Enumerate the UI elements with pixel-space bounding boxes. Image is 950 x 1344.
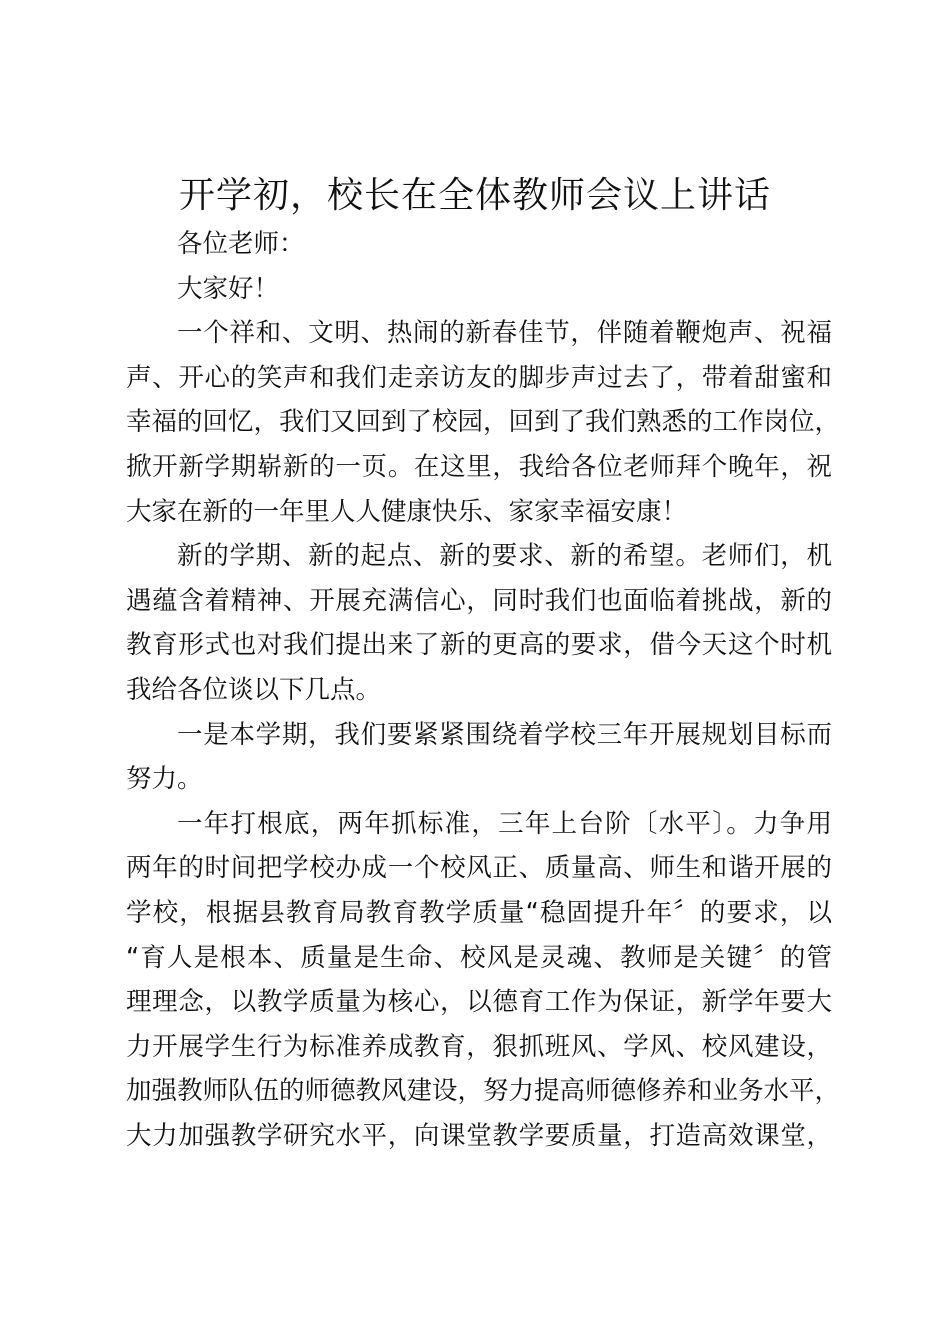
paragraph-line: 遇蕴含着精神、开展充满信心，同时我们也面临着挑战，新的 bbox=[126, 585, 832, 616]
paragraph-line: 新的学期、新的起点、新的要求、新的希望。老师们，机 bbox=[177, 541, 832, 572]
paragraph-line: 大力加强教学研究水平，向课堂教学要质量，打造高效课堂， bbox=[126, 1120, 832, 1151]
paragraph-line: 幸福的回忆，我们又回到了校园，回到了我们熟悉的工作岗位， bbox=[126, 407, 841, 438]
paragraph-line: 努力。 bbox=[126, 764, 203, 795]
paragraph-line: 掀开新学期崭新的一页。在这里，我给各位老师拜个晚年，祝 bbox=[126, 451, 832, 482]
paragraph-line: 一个祥和、文明、热闹的新春佳节，伴随着鞭炮声、祝福 bbox=[177, 318, 832, 349]
paragraph-line: 声、开心的笑声和我们走亲访友的脚步声过去了，带着甜蜜和 bbox=[126, 362, 832, 393]
salutation-line: 各位老师： bbox=[177, 229, 305, 259]
document-body bbox=[126, 222, 841, 1158]
paragraph-line: 加强教师队伍的师德教风建设，努力提高师德修养和业务水平， bbox=[126, 1076, 841, 1107]
paragraph-line: 大家在新的一年里人人健康快乐、家家幸福安康！ bbox=[126, 496, 688, 527]
paragraph-line: 教育形式也对我们提出来了新的更高的要求，借今天这个时机 bbox=[126, 630, 832, 661]
paragraph-line: 一年打根底，两年抓标准，三年上台阶〔水平〕。力争用 bbox=[177, 808, 832, 839]
paragraph-line: 两年的时间把学校办成一个校风正、质量高、师生和谐开展的 bbox=[126, 853, 832, 884]
paragraph-line: “育人是根本、质量是生命、校风是灵魂、教师是关键〞的管 bbox=[126, 942, 832, 973]
paragraph-line: 力开展学生行为标准养成教育，狠抓班风、学风、校风建设， bbox=[126, 1031, 832, 1062]
paragraph-line: 学校，根据县教育局教育教学质量“稳固提升年〞的要求，以 bbox=[126, 897, 832, 928]
greeting-line: 大家好！ bbox=[177, 273, 280, 304]
paragraph-line: 一是本学期，我们要紧紧围绕着学校三年开展规划目标而 bbox=[177, 719, 832, 750]
paragraph-line: 我给各位谈以下几点。 bbox=[126, 674, 382, 705]
paragraph-line: 理理念，以教学质量为核心，以德育工作为保证，新学年要大 bbox=[126, 987, 832, 1018]
document-title: 开学初，校长在全体教师会议上讲话 bbox=[178, 175, 771, 216]
